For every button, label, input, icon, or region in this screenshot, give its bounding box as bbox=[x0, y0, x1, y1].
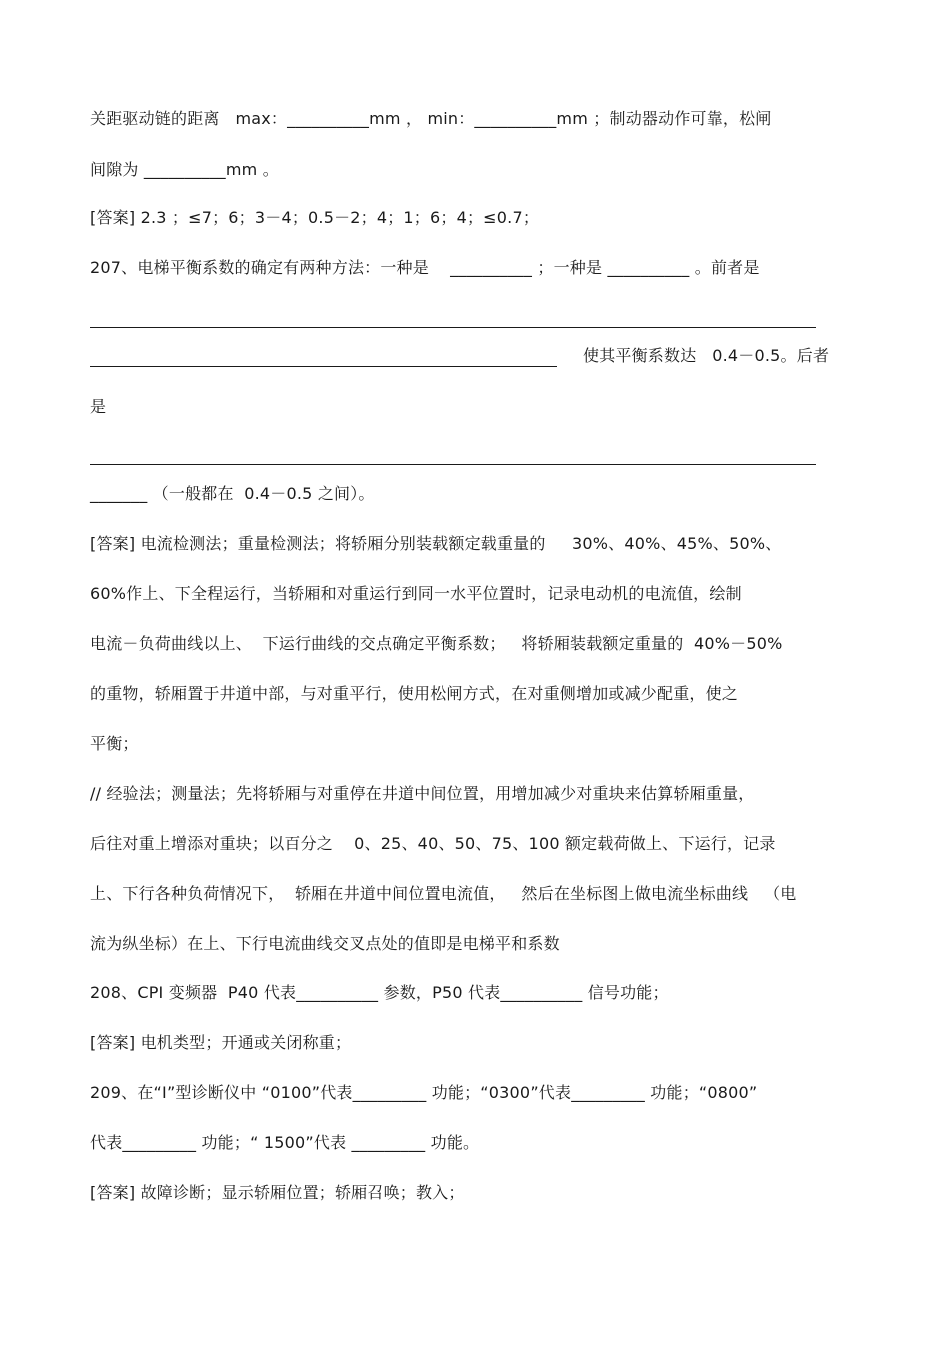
text-line: 间隙为 __________mm 。 bbox=[90, 160, 279, 179]
blank-line bbox=[90, 327, 816, 328]
text-line: 代表_________ 功能；“ 1500”代表 _________ 功能。 bbox=[90, 1133, 480, 1152]
answer-line: [答案] 电机类型；开通或关闭称重； bbox=[90, 1033, 352, 1052]
text-line: 使其平衡系数达 0.4－0.5。后者 bbox=[583, 346, 830, 365]
text-line: 电流－负荷曲线以上、 下运行曲线的交点确定平衡系数； 将轿厢装载额定重量的 40%－50% bbox=[90, 634, 783, 653]
question-209: 209、在“I”型诊断仪中 “0100”代表_________ 功能；“0300”代表_________ 功能；“0800” bbox=[90, 1083, 758, 1102]
answer-line: [答案] 故障诊断；显示轿厢位置；轿厢召唤；教入； bbox=[90, 1183, 465, 1202]
text-line: 流为纵坐标）在上、下行电流曲线交叉点处的值即是电梯平和系数 bbox=[90, 934, 560, 953]
text-line: 后往对重上增添对重块；以百分之 0、25、40、50、75、100 额定载荷做上、下运行，记录 bbox=[90, 834, 776, 853]
answer-line: [答案] 电流检测法；重量检测法；将轿厢分别装载额定载重量的 30%、40%、45%、50%、 bbox=[90, 534, 782, 553]
text-line: 是 bbox=[90, 397, 107, 416]
question-208: 208、CPI 变频器 P40 代表__________ 参数，P50 代表__________ 信号功能； bbox=[90, 983, 669, 1002]
question-207: 207、电梯平衡系数的确定有两种方法：一种是 __________ ；一种是 __________ 。前者是 bbox=[90, 258, 760, 277]
blank-line bbox=[90, 464, 816, 465]
answer-line: [答案] 2.3 ；≤7；6；3－4；0.5－2；4；1；6；4；≤0.7； bbox=[90, 208, 540, 227]
text-line: // 经验法；测量法；先将轿厢与对重停在井道中间位置，用增加减少对重块来估算轿厢重量， bbox=[90, 784, 755, 803]
text-line: 关距驱动链的距离 max：__________mm ， min：__________mm ；制动器动作可靠，松闸 bbox=[90, 109, 772, 128]
text-line: 60%作上、下全程运行，当轿厢和对重运行到同一水平位置时，记录电动机的电流值，绘制 bbox=[90, 584, 742, 603]
blank-line bbox=[90, 366, 557, 367]
text-line: _______ （一般都在 0.4－0.5 之间）。 bbox=[90, 484, 375, 503]
text-line: 上、下行各种负荷情况下， 轿厢在井道中间位置电流值， 然后在坐标图上做电流坐标曲线 （电 bbox=[90, 884, 797, 903]
text-line: 平衡； bbox=[90, 734, 139, 753]
text-line: 的重物，轿厢置于井道中部，与对重平行，使用松闸方式，在对重侧增加或减少配重，使之 bbox=[90, 684, 739, 703]
